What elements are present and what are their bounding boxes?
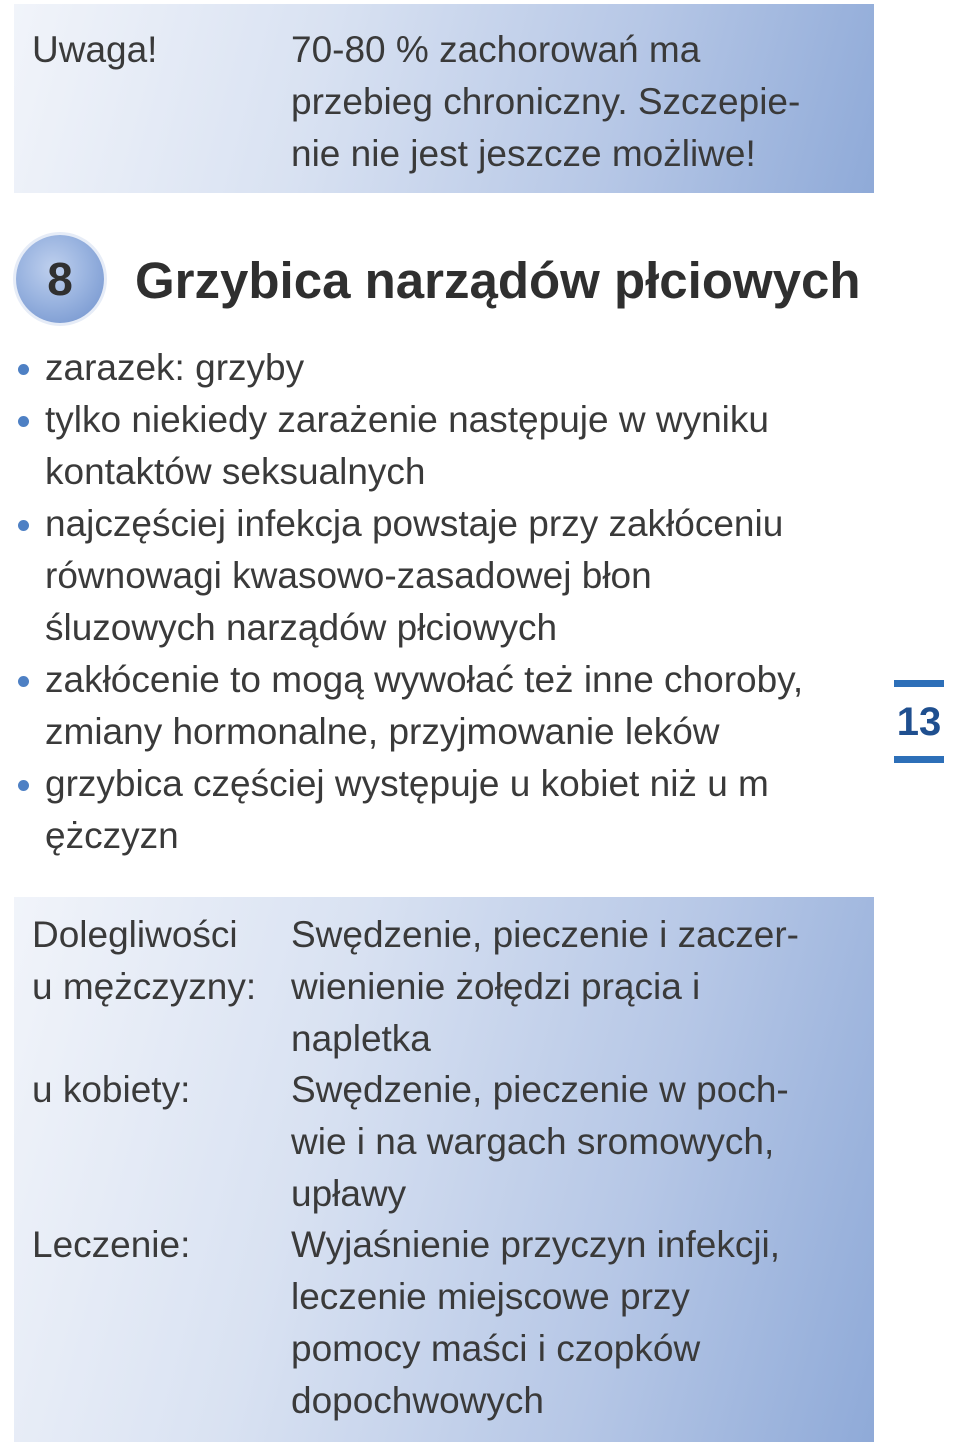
list-item (14, 394, 894, 498)
warning-label: Uwaga! (32, 29, 158, 70)
warning-line: nie nie jest jeszcze możliwe! (291, 133, 756, 174)
list-item (14, 498, 894, 654)
list-item (14, 758, 894, 862)
value-line: dopochwowych (291, 1380, 544, 1421)
list-item-line: ężczyzn (45, 815, 179, 856)
bullet-dot-icon (18, 416, 29, 427)
symptoms-women-label (32, 1064, 190, 1116)
list-item-line: grzybica częściej występuje u kobiet niż u m (45, 763, 769, 804)
label-line: u kobiety: (32, 1069, 191, 1110)
list-item-line: zmiany hormonalne, przyjmowanie leków (45, 711, 720, 752)
symptoms-box (14, 897, 874, 1442)
section-title: Grzybica narządów płciowych (135, 252, 861, 309)
value-line: Swędzenie, pieczenie w poch- (291, 1069, 789, 1110)
treatment-text (291, 1219, 851, 1427)
label-line: Leczenie: (32, 1224, 191, 1265)
list-item (14, 342, 894, 394)
value-line: leczenie miejscowe przy (291, 1276, 690, 1317)
label-line: Dolegliwości (32, 914, 238, 955)
section-number-badge (16, 235, 104, 323)
list-item-line: równowagi kwasowo-zasadowej błon (45, 555, 652, 596)
page-number-marker (894, 680, 946, 764)
value-line: wie i na wargach sromowych, (291, 1121, 775, 1162)
bullet-dot-icon (18, 520, 29, 531)
bullet-list (14, 342, 894, 862)
value-line: napletka (291, 1018, 431, 1059)
page-number: 13 (896, 700, 942, 744)
warning-text (291, 24, 851, 180)
value-line: Wyjaśnienie przyczyn infekcji, (291, 1224, 781, 1265)
bullet-dot-icon (18, 676, 29, 687)
treatment-label (32, 1219, 190, 1271)
value-line: upławy (291, 1173, 407, 1214)
value-line: wienienie żołędzi prącia i (291, 966, 701, 1007)
page-marker-bar (894, 756, 944, 763)
page-marker-bar (894, 680, 944, 687)
list-item-line: zakłócenie to mogą wywołać też inne choroby, (45, 659, 804, 700)
label-line: u mężczyzny: (32, 966, 257, 1007)
symptoms-men-label (32, 909, 256, 1013)
list-item-line: śluzowych narządów płciowych (45, 607, 558, 648)
warning-line: 70-80 % zachorowań ma (291, 29, 701, 70)
section-heading (14, 233, 894, 328)
bullet-dot-icon (18, 780, 29, 791)
warning-box (14, 4, 874, 193)
list-item (14, 654, 894, 758)
list-item-line: kontaktów seksualnych (45, 451, 426, 492)
list-item-line: zarazek: grzyby (45, 347, 305, 388)
value-line: pomocy maści i czopków (291, 1328, 701, 1369)
section-number: 8 (47, 253, 73, 305)
list-item-line: tylko niekiedy zarażenie następuje w wyniku (45, 399, 769, 440)
warning-line: przebieg chroniczny. Szczepie- (291, 81, 801, 122)
symptoms-women-text (291, 1064, 851, 1220)
symptoms-men-text (291, 909, 851, 1065)
list-item-line: najczęściej infekcja powstaje przy zakłóceniu (45, 503, 784, 544)
value-line: Swędzenie, pieczenie i zaczer- (291, 914, 799, 955)
bullet-dot-icon (18, 364, 29, 375)
